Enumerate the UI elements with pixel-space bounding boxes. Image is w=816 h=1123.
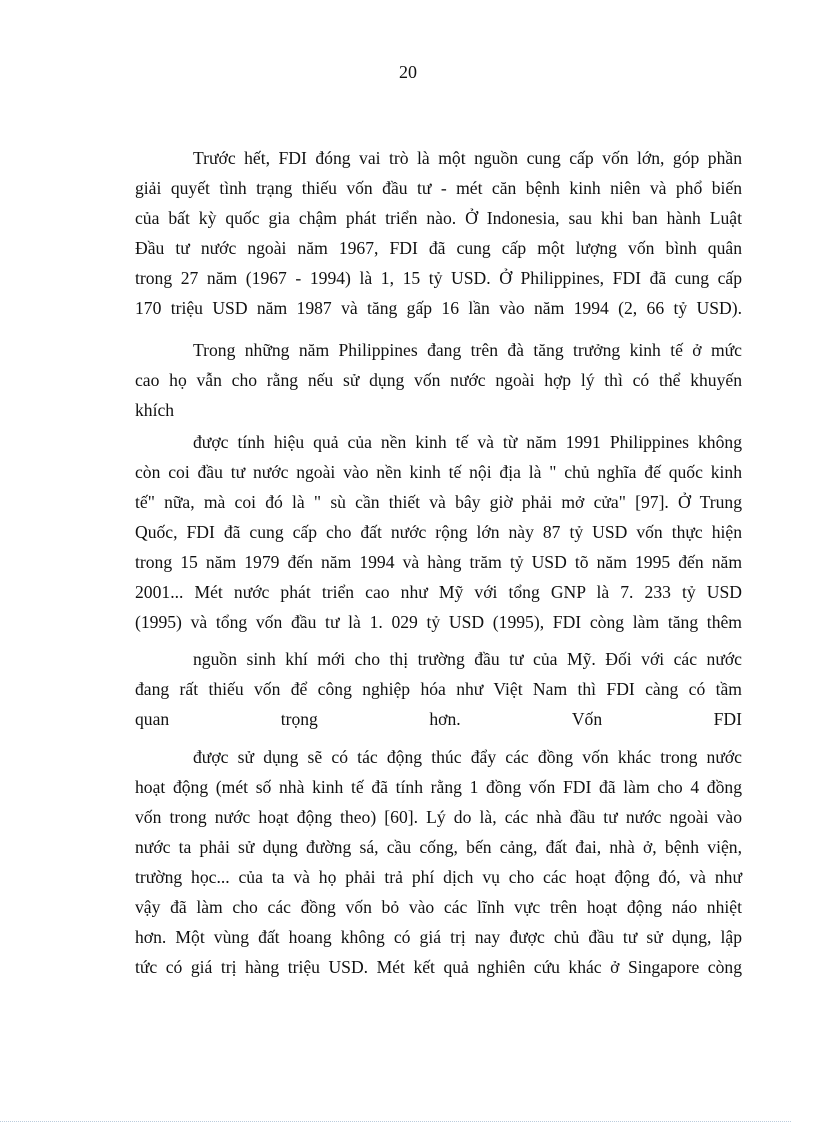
page-number: 20 [399,62,417,82]
text-line: khích [135,400,175,420]
text-line: (1995) và tổng vốn đầu tư là 1. 029 tỷ USD (1995), FDI còng làm tăng thêm [135,612,742,632]
text-line: đang rất thiếu vốn để công nghiệp hóa như Việt Nam thì FDI càng có tầm [135,679,742,699]
text-line: 170 triệu USD năm 1987 và tăng gấp 16 lần vào năm 1994 (2, 66 tỷ USD). [135,298,742,318]
text-line: Quốc, FDI đã cung cấp cho đất nước rộng lớn này 87 tỷ USD vốn thực hiện [135,522,742,542]
text-line: trường học... của ta và họ phải trả phí dịch vụ cho các hoạt động đó, và như [135,867,742,887]
text-line: nguồn sinh khí mới cho thị trường đầu tư của Mỹ. Đối với các nước [193,649,742,669]
text-line: còn coi đầu tư nước ngoài vào nền kinh tế nội địa là " chủ nghĩa đế quốc kinh [135,462,742,482]
text-line: trong 27 năm (1967 - 1994) là 1, 15 tỷ USD. Ở Philippines, FDI đã cung cấp [135,268,742,288]
text-line: Trước hết, FDI đóng vai trò là một nguồn cung cấp vốn lớn, góp phần [193,148,742,168]
text-line: vốn trong nước hoạt động theo) [60]. Lý do là, các nhà đầu tư nước ngoài vào [135,807,742,827]
text-line: hơn. Một vùng đất hoang không có giá trị nay được chủ đầu tư sử dụng, lập [135,927,742,947]
text-line: Đầu tư nước ngoài năm 1967, FDI đã cung cấp một lượng vốn bình quân [135,238,742,258]
text-line: được sử dụng sẽ có tác động thúc đẩy các đồng vốn khác trong nước [193,747,742,767]
text-line: 2001... Mét nước phát triển cao như Mỹ với tổng GNP là 7. 233 tỷ USD [135,582,742,602]
page-bottom-divider [0,1121,791,1122]
text-line: cao họ vẫn cho rằng nếu sử dụng vốn nước ngoài hợp lý thì có thể khuyến [135,370,742,390]
text-line: tức có giá trị hàng triệu USD. Mét kết quả nghiên cứu khác ở Singapore còng [135,957,742,977]
text-line: giải quyết tình trạng thiếu vốn đầu tư - mét căn bệnh kinh niên và phổ biến [135,178,742,198]
text-line: tế" nữa, mà coi đó là " sù cần thiết và bây giờ phải mở cửa" [97]. Ở Trung [135,492,742,512]
text-line: được tính hiệu quả của nền kinh tế và từ năm 1991 Philippines không [193,432,742,452]
text-line: hoạt động (mét số nhà kinh tế đã tính rằng 1 đồng vốn FDI đã làm cho 4 đồng [135,777,742,797]
text-line: trong 15 năm 1979 đến năm 1994 và hàng trăm tỷ USD tõ năm 1995 đến năm [135,552,742,572]
text-line: của bất kỳ quốc gia chậm phát triển nào. Ở Indonesia, sau khi ban hành Luật [135,208,742,228]
text-line: Trong những năm Philippines đang trên đà tăng trưởng kinh tế ở mức [193,340,742,360]
text-line: vậy đã làm cho các đồng vốn bỏ vào các lĩnh vực trên hoạt động náo nhiệt [135,897,742,917]
text-line: nước ta phải sử dụng đường sá, cầu cống, bến cảng, đất đai, nhà ở, bệnh viện, [135,837,742,857]
text-line: quan trọng hơn. Vốn FDI [135,709,742,729]
